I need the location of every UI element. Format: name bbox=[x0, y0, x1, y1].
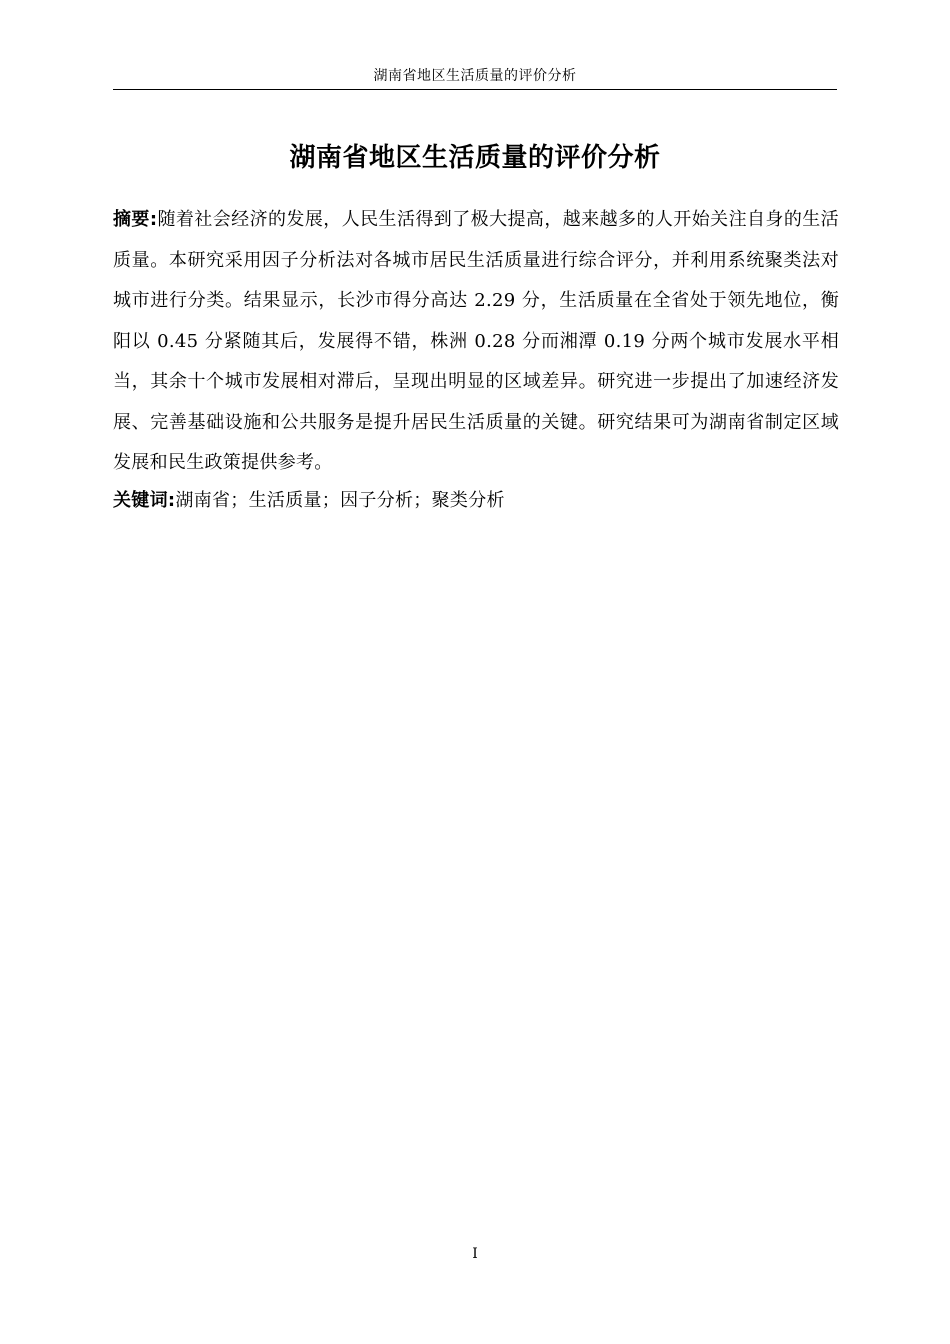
header-rule bbox=[113, 89, 837, 90]
keywords bbox=[113, 484, 837, 518]
running-header: 湖南省地区生活质量的评价分析 bbox=[373, 68, 577, 84]
page-number: I bbox=[472, 1246, 478, 1262]
keywords-label: 关键词: bbox=[113, 490, 176, 511]
abstract-text: 随着社会经济的发展，人民生活得到了极大提高，越来越多的人开始关注自身的生活质量。本研究采用因子分析法对各城市居民生活质量进行综合评分，并利用系统聚类法对城市进行分类。结果显示，长沙市得分高达 2.29 分，生活质量在全省处于领先地位，衡阳以 0.45 分紧随其后，发展得不错，株洲 0.28 分而湘潭 0.19 分两个城市发展水平相当，其余十个城市发展相对滞后，呈现出明显的区域差异。研究进一步提出了加速经济发展、完善基础设施和公共服务是提升居民生活质量的关键。研究结果可为湖南省制定区域发展和民生政策提供参考。 bbox=[113, 209, 839, 473]
abstract-label: 摘要: bbox=[113, 209, 158, 230]
keywords-text: 湖南省；生活质量；因子分析；聚类分析 bbox=[175, 490, 505, 511]
paper-title: 湖南省地区生活质量的评价分析 bbox=[289, 143, 661, 173]
abstract bbox=[113, 200, 839, 484]
